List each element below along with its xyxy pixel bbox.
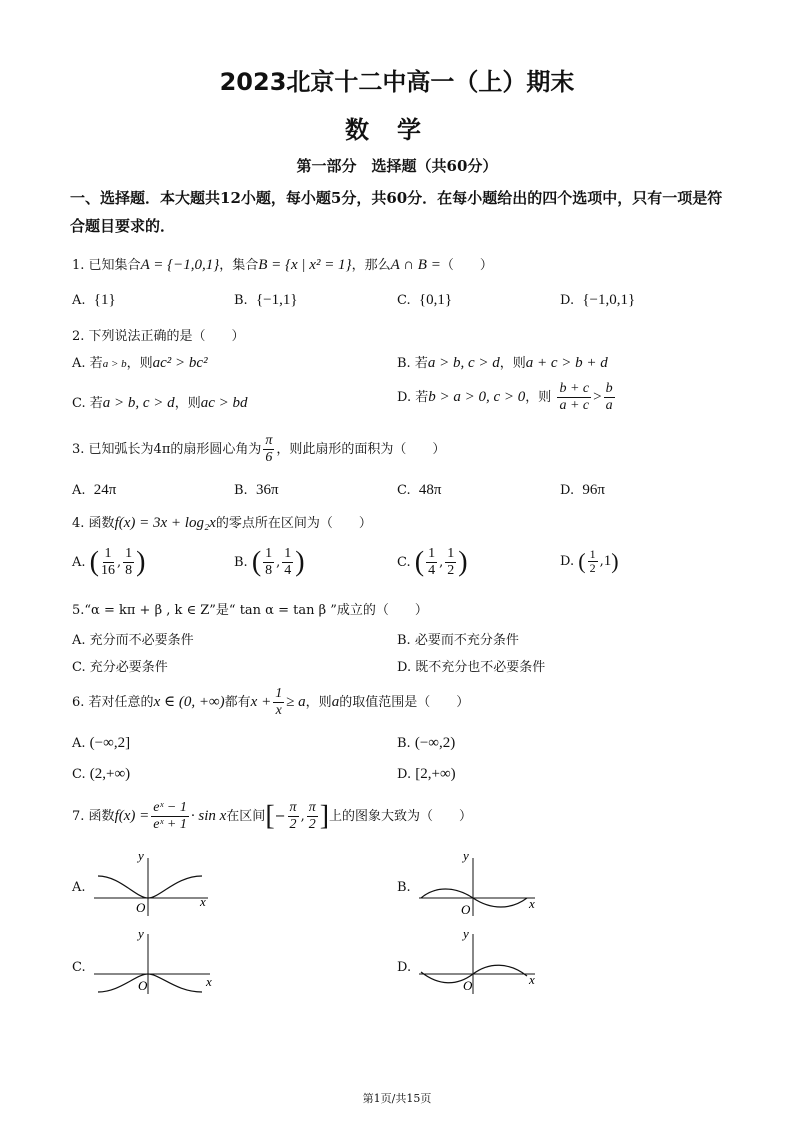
x-label: x: [200, 894, 206, 909]
option-4b[interactable]: B. ( $\frac{1}{8}$ , $\frac{1}{4}$ ): [234, 546, 305, 578]
option-5c[interactable]: C. 充分必要条件: [72, 660, 168, 675]
graph-d-label[interactable]: D.: [397, 960, 412, 975]
option-2c[interactable]: C. 若a > b, c > d，则ac > bd: [72, 395, 248, 411]
option-3b[interactable]: B. 36π: [234, 482, 279, 498]
y-label: y: [138, 850, 144, 863]
option-6c[interactable]: C. (2,+∞): [72, 766, 131, 782]
option-5a[interactable]: A. 充分而不必要条件: [72, 633, 194, 648]
option-1a[interactable]: A. {1}: [72, 292, 116, 308]
option-4c[interactable]: C. ( $\frac{1}{4}$ , $\frac{1}{2}$ ): [397, 546, 468, 578]
question-4: 4. 函数f(x) = 3x + log₂x的零点所在区间为（ ）: [72, 515, 372, 531]
y-label: y: [463, 928, 469, 941]
option-6a[interactable]: A. (−∞,2]: [72, 735, 131, 751]
graph-b-label[interactable]: B.: [397, 880, 411, 895]
subject-title: 数学: [345, 115, 449, 144]
question-7: 7. 函数f(x) = $\frac{\text{eˣ − 1}}{\text{eˣ + 1}}$ · sin x在区间[− $\frac{\pi}{2}$ , $\frac{\pi}{2}$ ]上的图象大致为（ ）: [72, 800, 473, 832]
option-6b[interactable]: B. (−∞,2): [397, 735, 456, 751]
question-6: 6. 若对任意的x ∈ (0, +∞)都有x + $\frac{1}{x}$ ≥ a，则a的取值范围是（ ）: [72, 686, 470, 718]
option-1c[interactable]: C. {0,1}: [397, 292, 453, 308]
page-footer: 第1页/共15页: [362, 1092, 432, 1105]
option-2d[interactable]: D. 若b > a > 0, c > 0，则 $\frac{b + c}{a + c}$ > $\frac{b}{a}$: [397, 381, 613, 413]
exam-title: 2023北京十二中高一（上）期末: [219, 68, 575, 96]
x-label: x: [529, 972, 535, 987]
option-4a[interactable]: A. ( $\frac{1}{16}$ , $\frac{1}{8}$ ): [72, 546, 146, 578]
question-number: 1.: [72, 258, 85, 273]
option-2a[interactable]: A. 若a > b，则ac² > bc²: [72, 355, 208, 371]
y-label: y: [463, 850, 469, 863]
option-3d[interactable]: D. 96π: [560, 482, 605, 498]
question-5: 5.“α = kπ + β , k ∈ Z”是“ tan α = tan β ”成立的（ ）: [72, 603, 428, 618]
origin-label: O: [136, 900, 146, 915]
graph-a-label[interactable]: A.: [72, 880, 86, 895]
part-heading: 第一部分 选择题（共60分）: [296, 157, 498, 175]
origin-label: O: [461, 902, 471, 917]
section-instructions: 一、选择题．本大题共12小题，每小题5分，共60分．在每小题给出的四个选项中，只有一项是符合题目要求的．: [70, 189, 723, 235]
option-6d[interactable]: D. [2,+∞): [397, 766, 456, 782]
x-label: x: [206, 974, 212, 989]
option-5b[interactable]: B. 必要而不充分条件: [397, 633, 519, 648]
option-2b[interactable]: B. 若a > b, c > d，则a + c > b + d: [397, 355, 608, 371]
graph-b[interactable]: [415, 850, 545, 920]
graph-a[interactable]: [90, 850, 220, 920]
option-3a[interactable]: A. 24π: [72, 482, 117, 498]
graph-c-label[interactable]: C.: [72, 960, 86, 975]
curve: [98, 974, 202, 992]
x-label: x: [529, 896, 535, 911]
question-3: 3. 已知弧长为4π的扇形圆心角为 $\frac{\pi}{6}$ ，则此扇形的面积为（ ）: [72, 433, 446, 465]
option-5d[interactable]: D. 既不充分也不必要条件: [397, 660, 546, 675]
question-1: 1. 已知集合A = {−1,0,1}，集合B = {x | x² = 1}，那么A ∩ B =（ ）: [72, 257, 493, 273]
option-1b[interactable]: B. {−1,1}: [234, 292, 298, 308]
origin-label: O: [138, 978, 148, 993]
option-3c[interactable]: C. 48π: [397, 482, 442, 498]
curve: [98, 876, 202, 898]
origin-label: O: [463, 978, 473, 993]
option-4d[interactable]: D. ( $\frac{1}{2}$ ,1): [560, 547, 619, 575]
question-2: 2. 下列说法正确的是（ ）: [72, 329, 245, 344]
graph-c[interactable]: [90, 928, 220, 998]
y-label: y: [138, 928, 144, 941]
graph-d[interactable]: [415, 928, 545, 998]
option-1d[interactable]: D. {−1,0,1}: [560, 292, 636, 308]
